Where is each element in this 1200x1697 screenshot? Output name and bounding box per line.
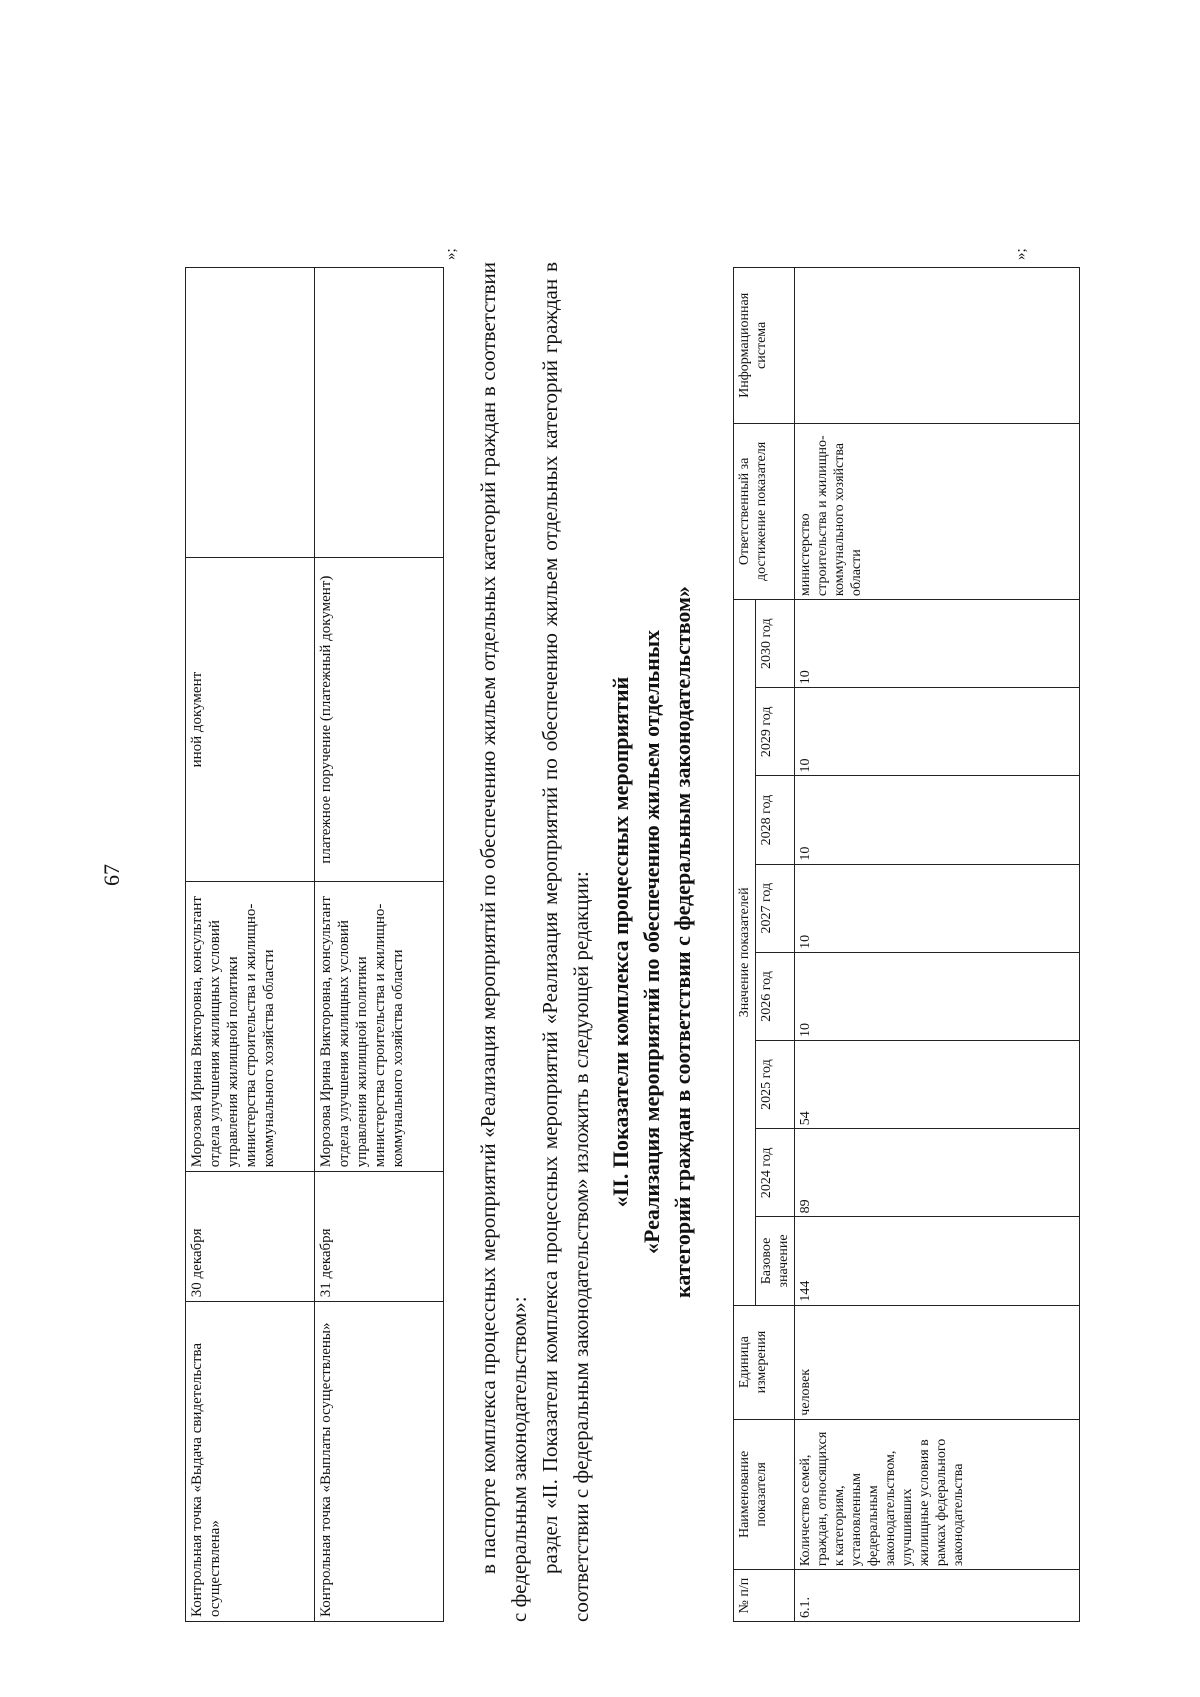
row-value: 54 bbox=[795, 1041, 1080, 1129]
checkpoint-date: 30 декабря bbox=[186, 1172, 315, 1302]
checkpoint-date: 31 декабря bbox=[315, 1172, 444, 1302]
header-values-group: Значение показателей bbox=[734, 600, 756, 1306]
checkpoint-name: Контрольная точка «Выплаты осуществлены» bbox=[315, 1302, 444, 1622]
header-num: № п/п bbox=[734, 1570, 795, 1622]
header-year: 2024 год bbox=[756, 1129, 795, 1217]
checkpoint-responsible: Морозова Ирина Викторовна, консультант отдела улучшения жилищных условий управления жилищной политики министерства строительства и жилищно-коммунального хозяйства области bbox=[186, 882, 315, 1172]
checkpoint-document: платежное поручение (платежный документ) bbox=[315, 557, 444, 882]
header-year: 2026 год bbox=[756, 952, 795, 1040]
checkpoint-name: Контрольная точка «Выдача свидетельства осуществлена» bbox=[186, 1302, 315, 1622]
row-num: 6.1. bbox=[795, 1570, 1080, 1622]
checkpoints-table bbox=[185, 267, 444, 1622]
header-base: Базовое значение bbox=[756, 1217, 795, 1305]
table-row bbox=[315, 268, 444, 1622]
header-year: 2025 год bbox=[756, 1041, 795, 1129]
row-value: 89 bbox=[795, 1129, 1080, 1217]
checkpoint-responsible: Морозова Ирина Викторовна, консультант отдела улучшения жилищных условий управления жилищной политики министерства строительства и жилищно-коммунального хозяйства области bbox=[315, 882, 444, 1172]
table-row bbox=[795, 268, 1080, 1622]
row-value: 10 bbox=[795, 776, 1080, 864]
heading-line-2: «Реализация мероприятий по обеспечению жильем отдельных bbox=[639, 629, 664, 1255]
row-base: 144 bbox=[795, 1217, 1080, 1305]
header-year: 2030 год bbox=[756, 600, 795, 688]
page-number: 67 bbox=[99, 864, 124, 886]
row-value: 10 bbox=[795, 600, 1080, 688]
checkpoint-document: иной документ bbox=[186, 557, 315, 882]
rotated-content bbox=[185, 135, 1115, 1650]
row-responsible: министерство строительства и жилищно-коммунального хозяйства области bbox=[795, 423, 1080, 599]
header-system: Информационная система bbox=[734, 268, 795, 424]
table-row bbox=[186, 268, 315, 1622]
row-system bbox=[795, 268, 1080, 424]
closing-quote-mark: »; bbox=[1013, 248, 1029, 260]
heading-line-1: «II. Показатели комплекса процессных мероприятий bbox=[608, 676, 633, 1208]
indicators-table bbox=[733, 267, 1080, 1622]
row-value: 10 bbox=[795, 952, 1080, 1040]
header-year: 2028 год bbox=[756, 776, 795, 864]
row-unit: человек bbox=[795, 1305, 1080, 1419]
header-unit: Единица измерения bbox=[734, 1305, 795, 1419]
checkpoint-system bbox=[186, 268, 315, 558]
header-name: Наименование показателя bbox=[734, 1419, 795, 1569]
paragraph-section: раздел «II. Показатели комплекса процессных мероприятий «Реализация мероприятий по обеспечению жильем отдельных категорий граждан в соответствии с федеральным законодательством» изложить в следующей редакции: bbox=[538, 262, 593, 1622]
row-value: 10 bbox=[795, 864, 1080, 952]
row-value: 10 bbox=[795, 688, 1080, 776]
header-year: 2029 год bbox=[756, 688, 795, 776]
header-responsible: Ответственный за достижение показателя bbox=[734, 423, 795, 599]
row-name: Количество семей, граждан, относящихся к категориям, установленным федеральным законодательством, улучшивших жилищные условия в рамках федерального законодательства bbox=[795, 1419, 1080, 1569]
paragraph-passport: в паспорте комплекса процессных мероприятий «Реализация мероприятий по обеспечению жильем отдельных категорий граждан в соответствии с федеральным законодательством»: bbox=[476, 262, 531, 1622]
heading-line-3: категорий граждан в соответствии с федеральным законодательством» bbox=[670, 586, 695, 1298]
closing-quote-mark: »; bbox=[443, 248, 459, 260]
header-year: 2027 год bbox=[756, 864, 795, 952]
checkpoint-system bbox=[315, 268, 444, 558]
section-heading bbox=[605, 262, 698, 1622]
